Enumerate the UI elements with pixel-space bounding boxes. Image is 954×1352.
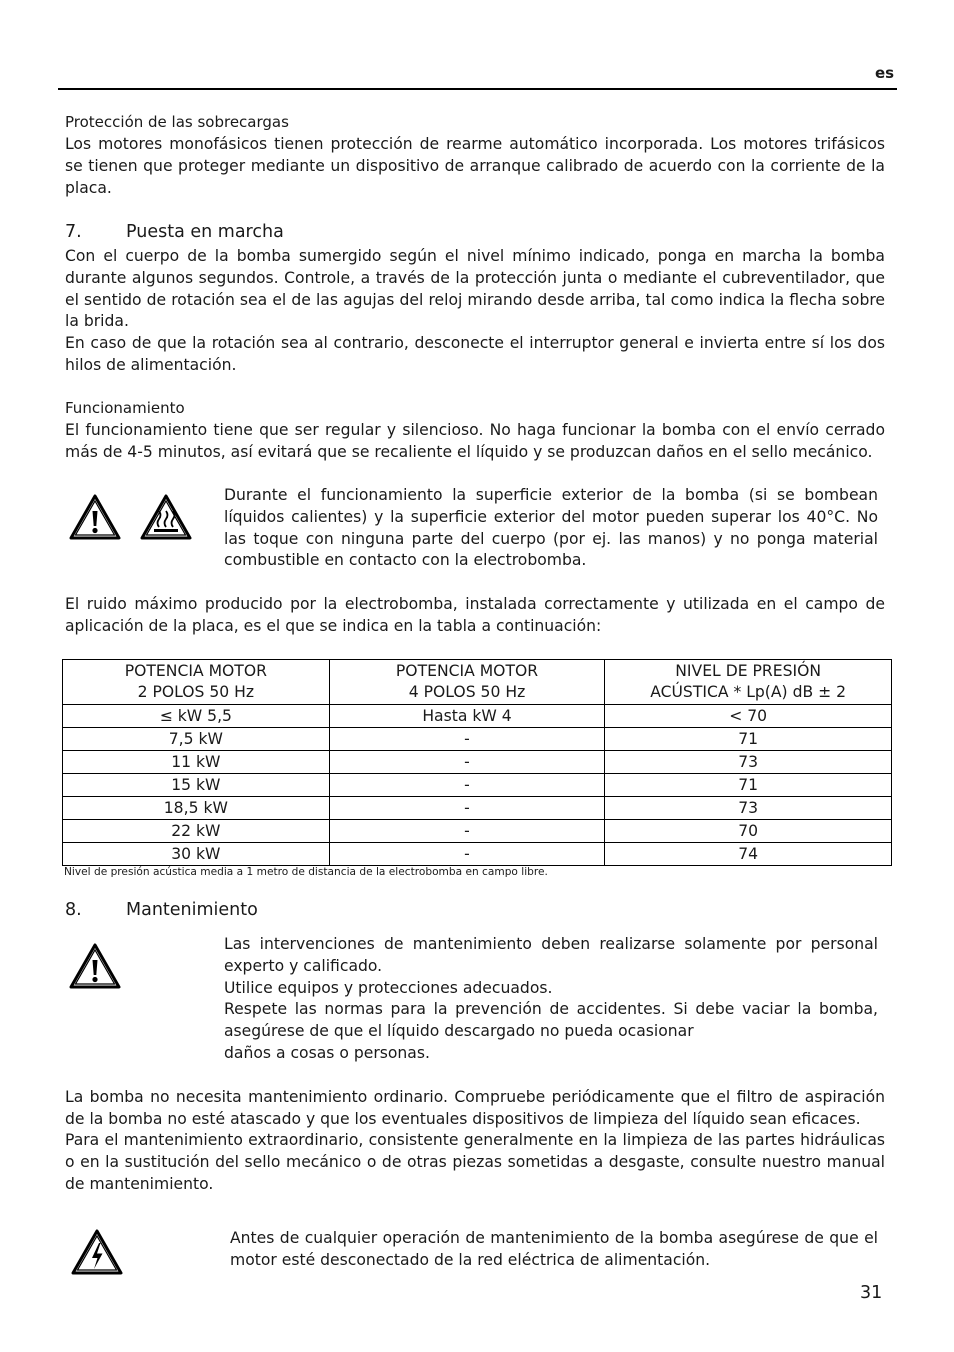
table-cell: 73 xyxy=(605,797,892,820)
table-cell: 22 kW xyxy=(63,820,330,843)
table-cell: Hasta kW 4 xyxy=(329,705,605,728)
table-row xyxy=(63,728,892,751)
table-row xyxy=(63,843,892,866)
electric-warning: Antes de cualquier operación de mantenimiento de la bomba asegúrese de que el motor esté desconectado de la red eléctrica de alimentación. xyxy=(230,1229,878,1269)
table-cell: ≤ kW 5,5 xyxy=(63,705,330,728)
table-cell: - xyxy=(329,728,605,751)
table-cell: 15 kW xyxy=(63,774,330,797)
table-row xyxy=(63,774,892,797)
section7-title: Puesta en marcha xyxy=(126,222,284,242)
header-cell-4-poles: POTENCIA MOTOR 4 POLOS 50 Hz xyxy=(329,660,605,705)
table-cell: - xyxy=(329,797,605,820)
maintenance-warning xyxy=(224,934,878,1065)
maintenance-warning-line: daños a cosas o personas. xyxy=(224,1043,430,1062)
table-row xyxy=(63,751,892,774)
table-cell: - xyxy=(329,774,605,797)
section8-para1: La bomba no necesita mantenimiento ordinario. Compruebe periódicamente que el filtro de aspiración de la bomba no esté atascado y que los eventuales dispositivos de limpieza del líquido sean eficaces. xyxy=(65,1088,885,1128)
section8-para2: Para el mantenimiento extraordinario, consistente generalmente en la limpieza de las partes hidráulicas o en la sustitución del sello mecánico o de otras piezas sometidas a desgaste, consulte nuestro manual de mantenimiento. xyxy=(65,1131,885,1193)
maintenance-warning-line: Utilice equipos y protecciones adecuados. xyxy=(224,978,553,997)
table-cell: - xyxy=(329,751,605,774)
section7-para2: En caso de que la rotación sea al contrario, desconecte el interruptor general e invierta entre sí los dos hilos de alimentación. xyxy=(65,334,885,374)
table-cell: - xyxy=(329,820,605,843)
table-cell: < 70 xyxy=(605,705,892,728)
noise-table xyxy=(62,659,892,866)
page-number: 31 xyxy=(860,1283,883,1303)
operation-title: Funcionamiento xyxy=(65,399,185,417)
table-cell: 30 kW xyxy=(63,843,330,866)
table-cell: 73 xyxy=(605,751,892,774)
table-cell: 18,5 kW xyxy=(63,797,330,820)
table-cell: 7,5 kW xyxy=(63,728,330,751)
warning-triangle-icon xyxy=(68,493,122,541)
section8-number: 8. xyxy=(65,900,82,920)
header-rule xyxy=(58,88,897,90)
maintenance-warning-line: Respete las normas para la prevención de accidentes. Si debe vaciar la bomba, asegúrese de que el líquido descargado no pueda ocasionar xyxy=(224,1000,878,1041)
section7-number: 7. xyxy=(65,222,82,242)
electric-hazard-icon xyxy=(70,1228,124,1276)
operation-text: El funcionamiento tiene que ser regular y silencioso. No haga funcionar la bomba con el envío cerrado más de 4-5 minutos, así evitará que se recaliente el líquido y se produzcan daños en el sello mecánico. xyxy=(65,421,885,461)
table-cell: 70 xyxy=(605,820,892,843)
overload-title: Protección de las sobrecargas xyxy=(65,113,289,131)
table-row xyxy=(63,797,892,820)
noise-intro: El ruido máximo producido por la electrobomba, instalada correctamente y utilizada en el campo de aplicación de la placa, es el que se indica en la tabla a continuación: xyxy=(65,595,885,635)
table-row xyxy=(63,705,892,728)
language-code: es xyxy=(875,64,895,82)
header-cell-pressure: NIVEL DE PRESIÓN ACÚSTICA * Lp(A) dB ± 2 xyxy=(605,660,892,705)
hot-surface-icon xyxy=(139,493,193,541)
table-footnote: Nivel de presión acústica media a 1 metro de distancia de la electrobomba en campo libre. xyxy=(64,866,548,878)
maintenance-warning-line: Las intervenciones de mantenimiento deben realizarse solamente por personal experto y calificado. xyxy=(224,935,878,975)
table-cell: - xyxy=(329,843,605,866)
section7-para1: Con el cuerpo de la bomba sumergido según el nivel mínimo indicado, ponga en marcha la bomba durante algunos segundos. Controle, a través de la protección junta o mediante el cubreventilador, que el sentido de rotación sea el de las agujas del reloj mirando desde arriba, tal como indica la flecha sobre la brida. xyxy=(65,247,885,331)
table-cell: 71 xyxy=(605,774,892,797)
table-cell: 71 xyxy=(605,728,892,751)
section8-title: Mantenimiento xyxy=(126,900,258,920)
table-row xyxy=(63,820,892,843)
header-cell-2-poles: POTENCIA MOTOR 2 POLOS 50 Hz xyxy=(63,660,330,705)
table-cell: 11 kW xyxy=(63,751,330,774)
warning-triangle-icon xyxy=(68,942,122,990)
table-cell: 74 xyxy=(605,843,892,866)
table-header-row xyxy=(63,660,892,705)
hot-surface-warning: Durante el funcionamiento la superficie exterior de la bomba (si se bombean líquidos calientes) y la superficie exterior del motor pueden superar los 40°C. No las toque con ninguna parte del cuerpo (por ej. las manos) y no ponga material combustible en contacto con la electrobomba. xyxy=(224,486,878,570)
overload-text: Los motores monofásicos tienen protección de rearme automático incorporada. Los motores trifásicos se tienen que proteger mediante un dispositivo de arranque calibrado de acuerdo con la corriente de la placa. xyxy=(65,135,885,197)
